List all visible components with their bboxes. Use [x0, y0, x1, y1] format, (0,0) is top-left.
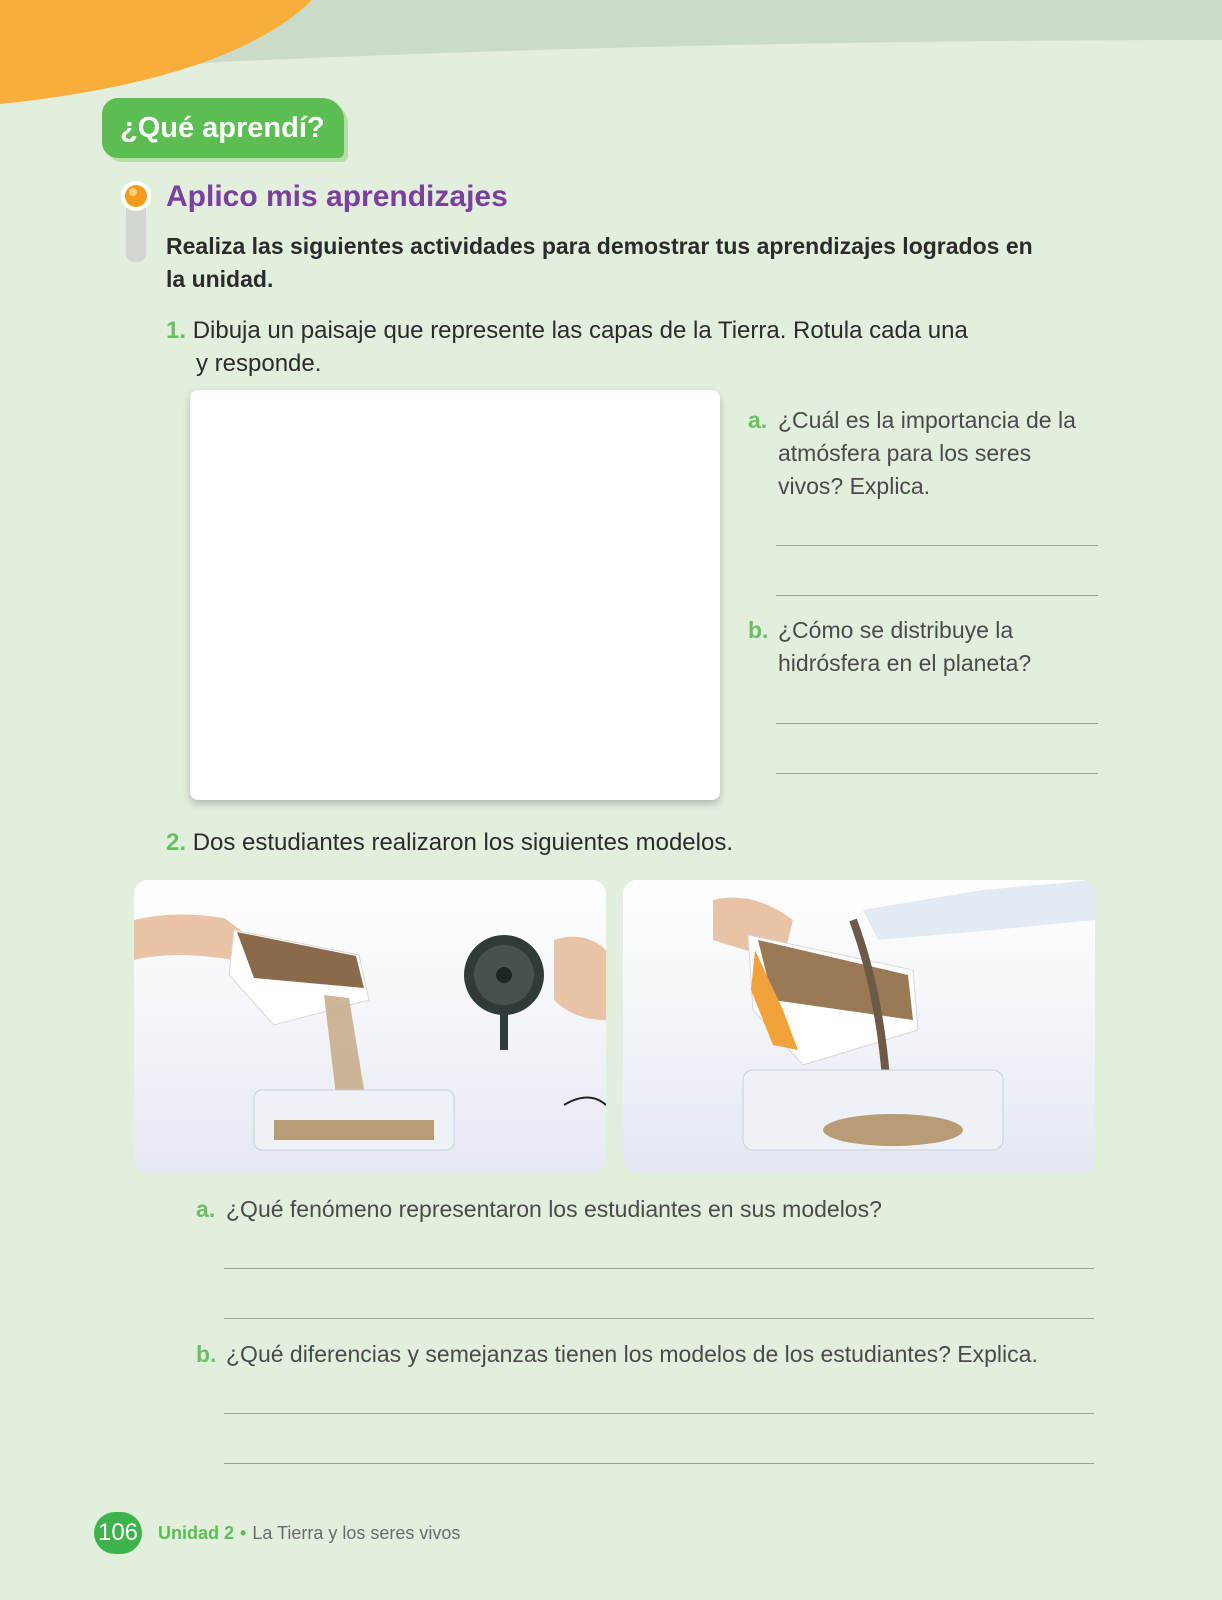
question-2a [196, 1193, 1096, 1226]
question-text-continued: y responde. [196, 350, 322, 377]
model-photo-water-illustration [623, 880, 1095, 1173]
question-2 [166, 826, 1026, 859]
sub-question-text: ¿Qué diferencias y semejanzas tienen los modelos de los estudiantes? Explica. [226, 1341, 1038, 1367]
answer-line[interactable] [224, 1318, 1094, 1319]
sub-question-text: ¿Cómo se distribuye la hidrósfera en el planeta? [778, 617, 1032, 676]
question-number: 2. [166, 829, 187, 856]
sub-letter: b. [748, 617, 769, 643]
answer-line[interactable] [224, 1413, 1094, 1414]
section-header-tab: ¿Qué aprendí? [102, 98, 344, 158]
answer-line[interactable] [776, 773, 1098, 774]
answer-line[interactable] [776, 545, 1098, 546]
question-1a [748, 404, 1088, 503]
model-photo-wind-illustration [134, 880, 606, 1173]
sub-letter: a. [748, 407, 768, 433]
answer-line[interactable] [224, 1268, 1094, 1269]
top-decoration [0, 0, 1222, 110]
model-photo-water [623, 880, 1095, 1173]
page-number: 106 [94, 1512, 142, 1554]
sub-question-text: ¿Cuál es la importancia de la atmósfera para los seres vivos? Explica. [778, 407, 1076, 499]
question-text: Dibuja un paisaje que represente las capas de la Tierra. Rotula cada una [192, 317, 968, 344]
answer-line[interactable] [224, 1463, 1094, 1464]
footer-separator: • [240, 1522, 247, 1543]
bullet-pin-icon [120, 180, 154, 262]
question-2b [196, 1338, 1096, 1371]
footer-unit: Unidad 2 [158, 1522, 235, 1543]
sub-letter: a. [196, 1196, 216, 1222]
question-text: Dos estudiantes realizaron los siguientes modelos. [192, 829, 733, 856]
footer-unit-title: La Tierra y los seres vivos [252, 1522, 461, 1543]
drawing-area[interactable] [190, 390, 720, 800]
page-footer [94, 1512, 460, 1554]
answer-line[interactable] [776, 595, 1098, 596]
question-1 [166, 314, 1026, 380]
section-title: Aplico mis aprendizajes [166, 180, 508, 213]
question-1b [748, 614, 1088, 680]
model-photo-wind [134, 880, 606, 1173]
answer-line[interactable] [776, 723, 1098, 724]
instructions-text: Realiza las siguientes actividades para demostrar tus aprendizajes logrados en la unidad. [166, 233, 1033, 292]
sub-letter: b. [196, 1341, 217, 1367]
sub-question-text: ¿Qué fenómeno representaron los estudiantes en sus modelos? [226, 1196, 882, 1222]
question-number: 1. [166, 317, 187, 344]
